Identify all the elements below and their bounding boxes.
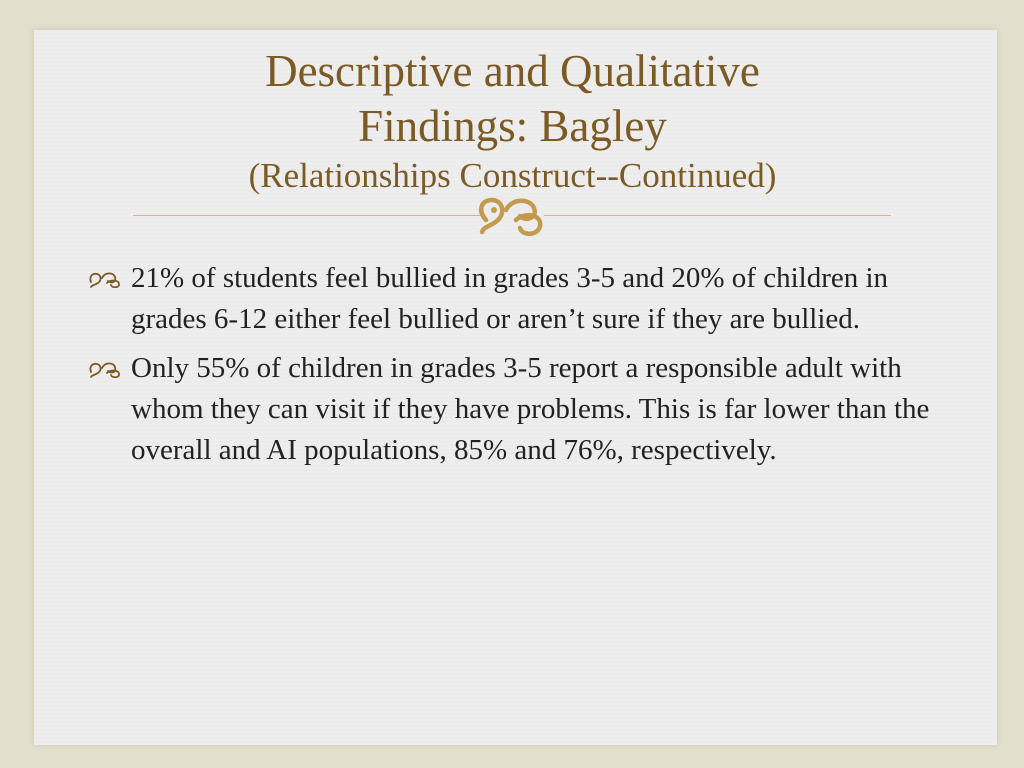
subtitle: (Relationships Construct--Continued) [248,156,777,195]
divider-left [133,215,485,216]
list-item [88,348,938,471]
bullet-text: Only 55% of children in grades 3-5 report a responsible adult with whom they can visit if they have problems. This is far lower than the overall and AI populations, 85% and 76%, respectively. [131,352,930,466]
bullet-list [88,258,938,479]
title-line-1: Descriptive and Qualitative [265,46,760,96]
fleuron-bullet-icon [88,360,124,378]
fleuron-bullet-icon [88,270,124,288]
title-line-2: Findings: Bagley [358,101,667,151]
divider-right [544,215,891,216]
list-item [88,258,938,340]
fleuron-ornament-icon [476,190,550,240]
bullet-text: 21% of students feel bullied in grades 3-5 and 20% of children in grades 6-12 either feel bullied or aren’t sure if they are bullied. [131,262,889,335]
title-block [130,44,895,198]
